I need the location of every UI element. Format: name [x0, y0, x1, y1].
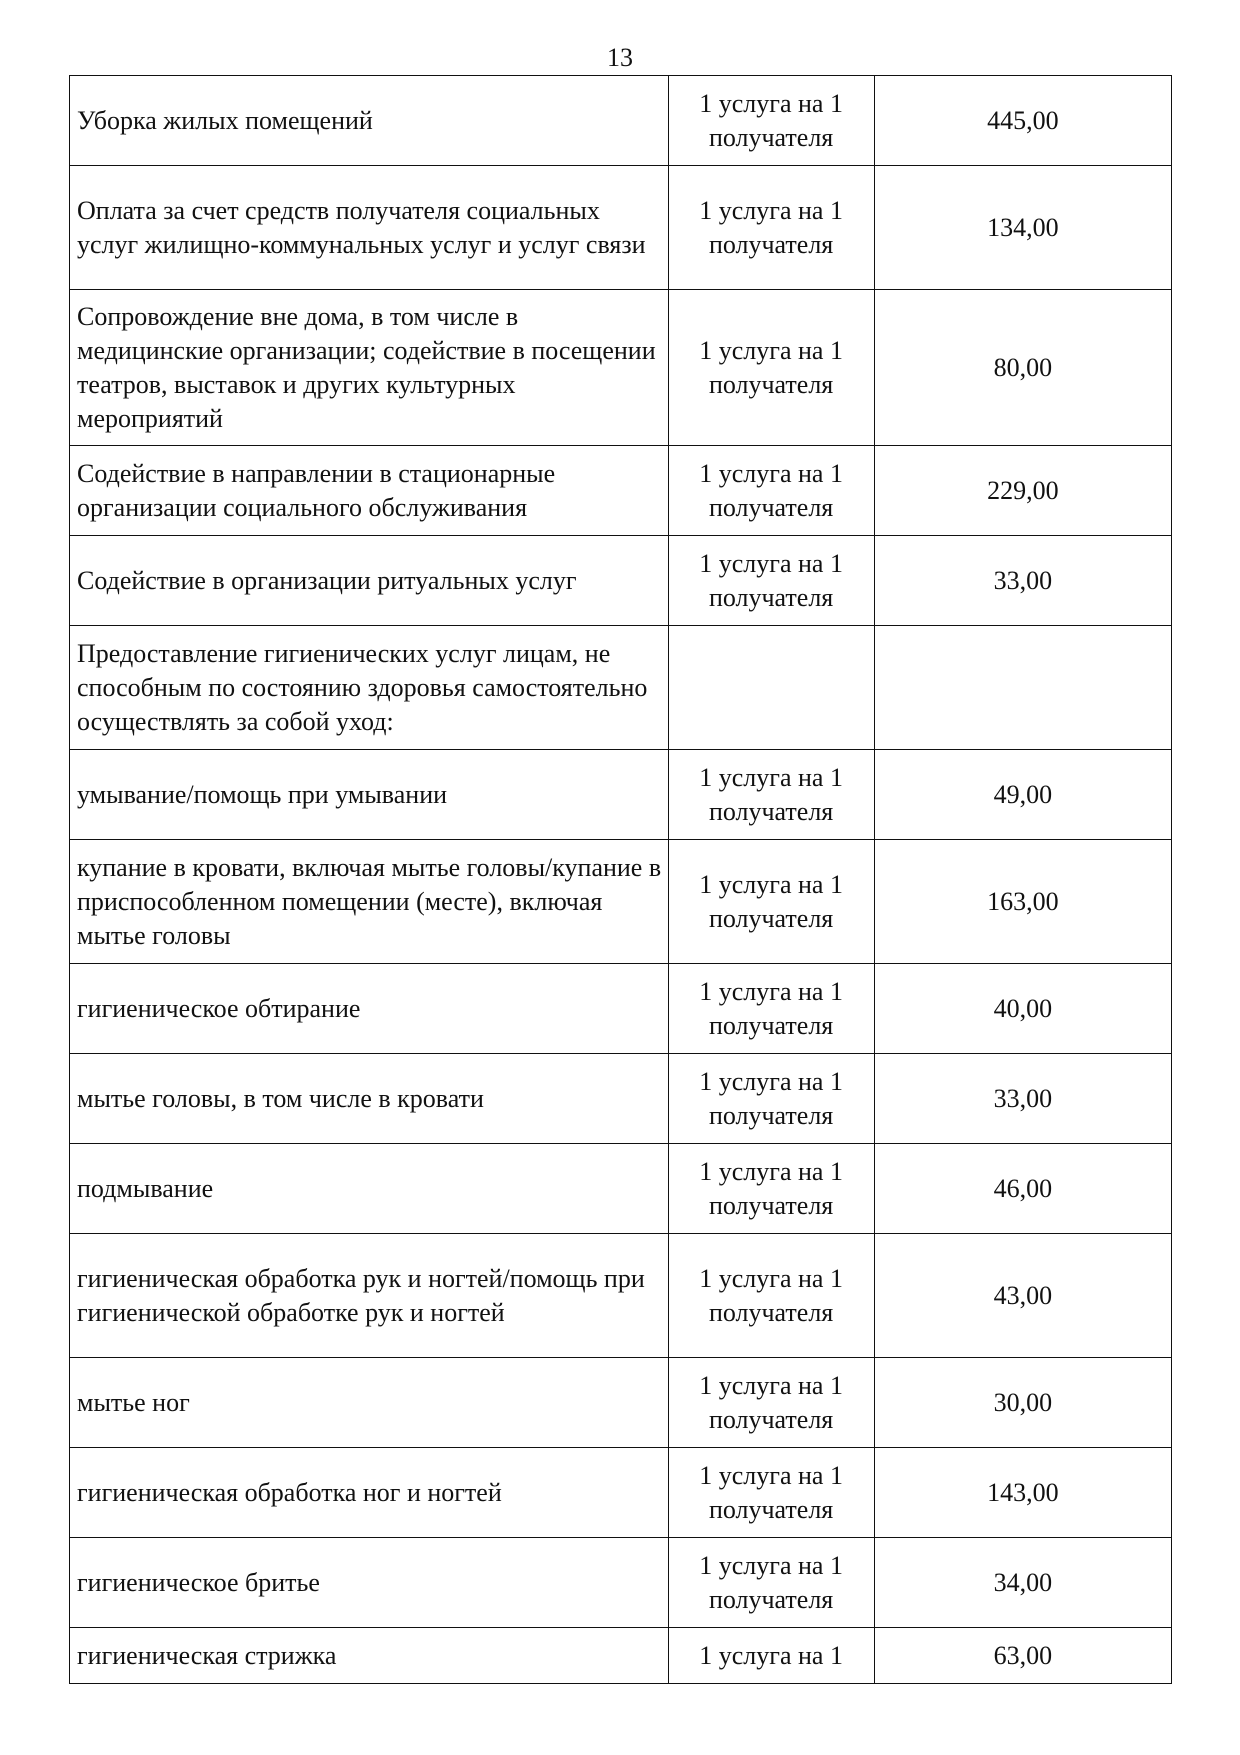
- table-row: [70, 446, 1172, 536]
- service-name-cell: мытье ног: [70, 1358, 669, 1448]
- table-row: [70, 1054, 1172, 1144]
- unit-text: 1 услуга на 1 получателя: [699, 548, 843, 612]
- unit-cell: [668, 1054, 874, 1144]
- unit-cell: [668, 536, 874, 626]
- price-cell: 33,00: [874, 1054, 1171, 1144]
- price-cell: 40,00: [874, 964, 1171, 1054]
- unit-cell: [668, 1628, 874, 1684]
- unit-text: 1 услуга на 1 получателя: [699, 335, 843, 399]
- unit-text: 1 услуга на 1 получателя: [699, 195, 843, 259]
- unit-text: 1 услуга на 1 получателя: [699, 1263, 843, 1327]
- table-row: [70, 1358, 1172, 1448]
- table-row: [70, 290, 1172, 446]
- service-name-cell: гигиеническая обработка ног и ногтей: [70, 1448, 669, 1538]
- price-cell: 445,00: [874, 76, 1171, 166]
- unit-text: 1 услуга на 1 получателя: [699, 458, 843, 522]
- unit-text: 1 услуга на 1 получателя: [699, 88, 843, 152]
- table-row: [70, 1234, 1172, 1358]
- unit-text: 1 услуга на 1 получателя: [699, 1156, 843, 1220]
- unit-cell: [668, 166, 874, 290]
- unit-cell: [668, 1538, 874, 1628]
- unit-cell: [668, 76, 874, 166]
- unit-cell: [668, 964, 874, 1054]
- unit-cell: [668, 446, 874, 536]
- service-name-cell: гигиеническая обработка рук и ногтей/помощь при гигиенической обработке рук и ногтей: [70, 1234, 669, 1358]
- service-name-cell: Содействие в направлении в стационарные организации социального обслуживания: [70, 446, 669, 536]
- price-cell: 163,00: [874, 840, 1171, 964]
- table-row: [70, 1144, 1172, 1234]
- unit-cell: [668, 290, 874, 446]
- table-row: [70, 536, 1172, 626]
- price-cell: 30,00: [874, 1358, 1171, 1448]
- unit-text: 1 услуга на 1 получателя: [699, 762, 843, 826]
- unit-cell: [668, 1448, 874, 1538]
- table-row: [70, 76, 1172, 166]
- price-cell: 33,00: [874, 536, 1171, 626]
- price-cell: 229,00: [874, 446, 1171, 536]
- section-heading-cell: Предоставление гигиенических услуг лицам, не способным по состоянию здоровья самостоятельно осуществлять за собой уход:: [70, 626, 669, 750]
- unit-text: 1 услуга на 1 получателя: [699, 1370, 843, 1434]
- service-name-cell: умывание/помощь при умывании: [70, 750, 669, 840]
- service-name-cell: гигиеническая стрижка: [70, 1628, 669, 1684]
- unit-cell: [668, 1144, 874, 1234]
- price-cell: 134,00: [874, 166, 1171, 290]
- unit-cell: [668, 750, 874, 840]
- service-name-cell: Сопровождение вне дома, в том числе в медицинские организации; содействие в посещении театров, выставок и других культурных мероприятий: [70, 290, 669, 446]
- table-row: [70, 750, 1172, 840]
- unit-cell: [668, 1234, 874, 1358]
- table-row: [70, 964, 1172, 1054]
- service-name-cell: гигиеническое обтирание: [70, 964, 669, 1054]
- table-row: [70, 840, 1172, 964]
- price-cell: 143,00: [874, 1448, 1171, 1538]
- service-name-cell: Содействие в организации ритуальных услуг: [70, 536, 669, 626]
- unit-cell: [668, 840, 874, 964]
- page-number: 13: [607, 43, 633, 72]
- unit-cell: [668, 1358, 874, 1448]
- price-cell: 80,00: [874, 290, 1171, 446]
- unit-text: 1 услуга на 1 получателя: [699, 1066, 843, 1130]
- table-row: [70, 626, 1172, 750]
- service-name-cell: Уборка жилых помещений: [70, 76, 669, 166]
- table-row: [70, 1448, 1172, 1538]
- service-name-cell: гигиеническое бритье: [70, 1538, 669, 1628]
- service-name-cell: подмывание: [70, 1144, 669, 1234]
- services-price-table: [69, 75, 1172, 1684]
- service-name-cell: мытье головы, в том числе в кровати: [70, 1054, 669, 1144]
- price-cell: 43,00: [874, 1234, 1171, 1358]
- unit-cell: [668, 626, 874, 750]
- unit-text: 1 услуга на 1 получателя: [699, 1550, 843, 1614]
- service-name-cell: Оплата за счет средств получателя социальных услуг жилищно-коммунальных услуг и услуг связи: [70, 166, 669, 290]
- table-row: [70, 1538, 1172, 1628]
- unit-text: 1 услуга на 1 получателя: [699, 869, 843, 933]
- service-name-cell: купание в кровати, включая мытье головы/купание в приспособленном помещении (месте), включая мытье головы: [70, 840, 669, 964]
- price-cell: 46,00: [874, 1144, 1171, 1234]
- price-cell: 49,00: [874, 750, 1171, 840]
- unit-text: 1 услуга на 1: [699, 1640, 843, 1670]
- unit-text: 1 услуга на 1 получателя: [699, 1460, 843, 1524]
- price-cell: [874, 626, 1171, 750]
- table-row: [70, 166, 1172, 290]
- price-cell: 63,00: [874, 1628, 1171, 1684]
- table-row: [70, 1628, 1172, 1684]
- unit-text: 1 услуга на 1 получателя: [699, 976, 843, 1040]
- price-cell: 34,00: [874, 1538, 1171, 1628]
